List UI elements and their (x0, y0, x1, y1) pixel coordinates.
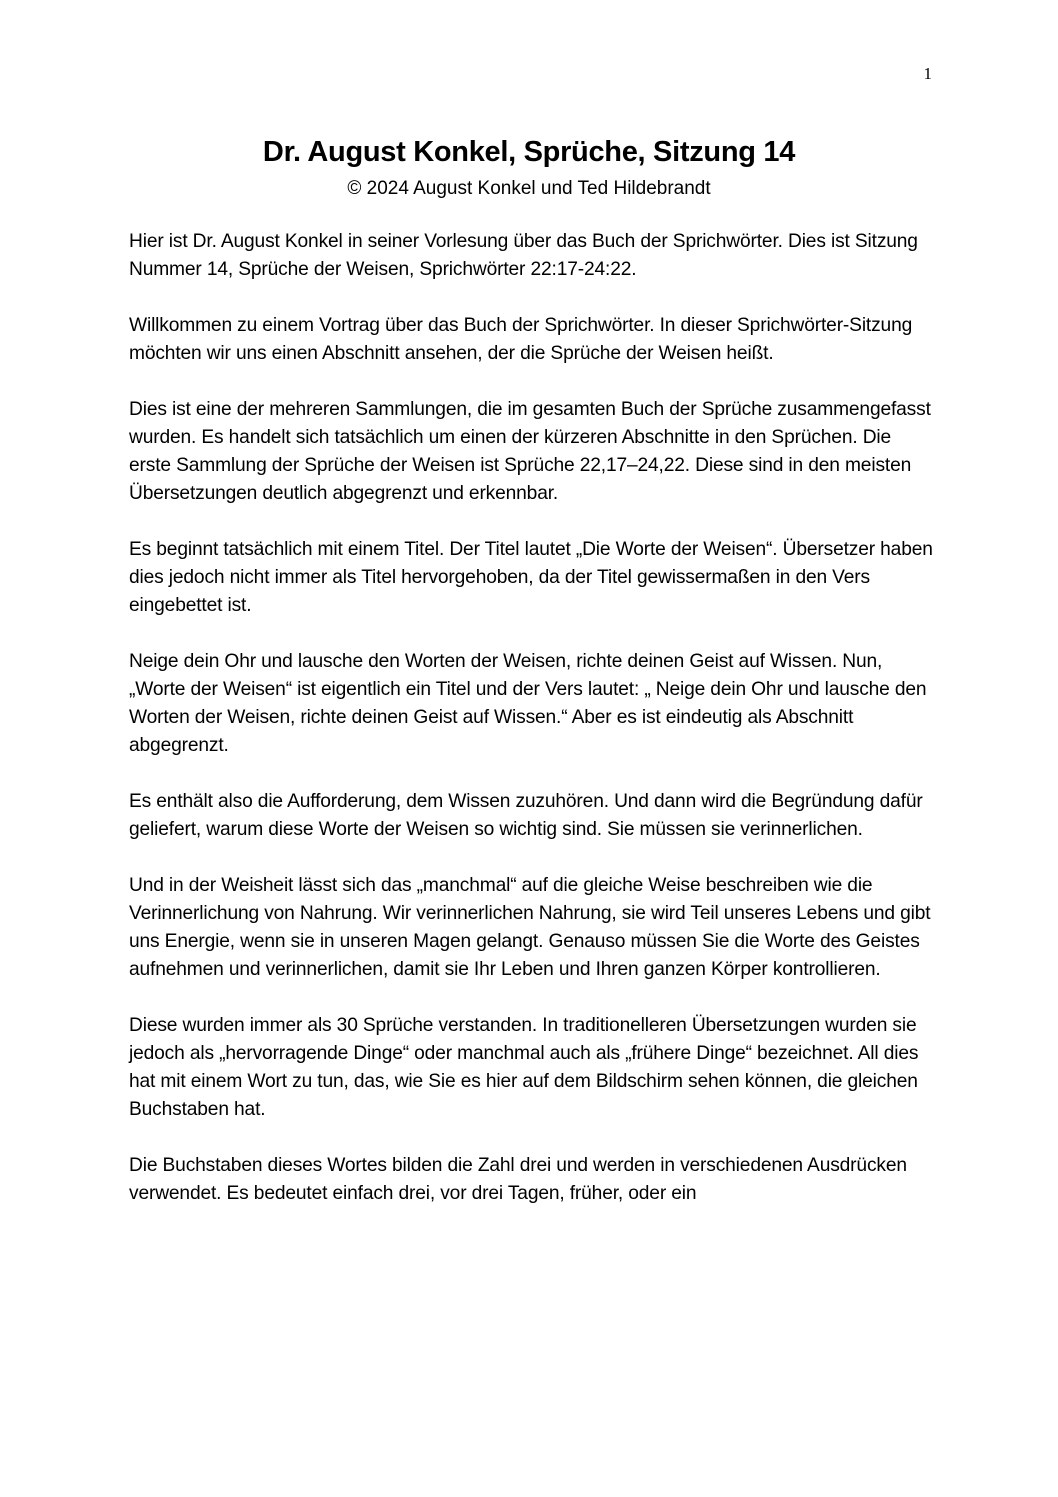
document-title: Dr. August Konkel, Sprüche, Sitzung 14 (262, 136, 796, 168)
paragraph-5: Neige dein Ohr und lausche den Worten der Weisen, richte deinen Geist auf Wissen. Nun, „Worte der Weisen“ ist eigentlich ein Titel und der Vers lautet: „ Neige dein Ohr und lausche den Worten der Weisen, richte deinen Geist auf Wissen.“ Aber es ist eindeutig als Abschnitt abgegrenzt. (129, 651, 927, 756)
page-number: 1 (923, 64, 932, 83)
paragraph-1: Hier ist Dr. August Konkel in seiner Vorlesung über das Buch der Sprichwörter. Dies ist Sitzung Nummer 14, Sprüche der Weisen, Sprichwörter 22:17-24:22. (129, 231, 918, 280)
paragraph-2: Willkommen zu einem Vortrag über das Buch der Sprichwörter. In dieser Sprichwörter-Sitzung möchten wir uns einen Abschnitt ansehen, der die Sprüche der Weisen heißt. (129, 315, 913, 364)
paragraph-9: Die Buchstaben dieses Wortes bilden die Zahl drei und werden in verschiedenen Ausdrücken verwendet. Es bedeutet einfach drei, vor drei Tagen, früher, oder ein (129, 1155, 907, 1204)
paragraph-8: Diese wurden immer als 30 Sprüche verstanden. In traditionelleren Übersetzungen wurden sie jedoch als „hervorragende Dinge“ oder manchmal auch als „frühere Dinge“ bezeichnet. All dies hat mit einem Wort zu tun, das, wie Sie es hier auf dem Bildschirm sehen können, die gleichen Buchstaben hat. (129, 1015, 919, 1120)
paragraph-3: Dies ist eine der mehreren Sammlungen, die im gesamten Buch der Sprüche zusammengefasst wurden. Es handelt sich tatsächlich um einen der kürzeren Abschnitte in den Sprüchen. Die erste Sammlung der Sprüche der Weisen ist Sprüche 22,17–24,22. Diese sind in den meisten Übersetzungen deutlich abgegrenzt und erkennbar. (129, 399, 931, 504)
copyright-line: © 2024 August Konkel und Ted Hildebrandt (347, 178, 711, 199)
paragraph-6: Es enthält also die Aufforderung, dem Wissen zuzuhören. Und dann wird die Begründung dafür geliefert, warum diese Worte der Weisen so wichtig sind. Sie müssen sie verinnerlichen. (129, 791, 923, 840)
paragraph-4: Es beginnt tatsächlich mit einem Titel. Der Titel lautet „Die Worte der Weisen“. Übersetzer haben dies jedoch nicht immer als Titel hervorgehoben, da der Titel gewissermaßen in den Vers eingebettet ist. (129, 539, 933, 616)
paragraph-7: Und in der Weisheit lässt sich das „manchmal“ auf die gleiche Weise beschreiben wie die Verinnerlichung von Nahrung. Wir verinnerlichen Nahrung, sie wird Teil unseres Lebens und gibt uns Energie, wenn sie in unseren Magen gelangt. Genauso müssen Sie die Worte des Geistes aufnehmen und verinnerlichen, damit sie Ihr Leben und Ihren ganzen Körper kontrollieren. (129, 875, 931, 980)
document-body (129, 228, 934, 1236)
